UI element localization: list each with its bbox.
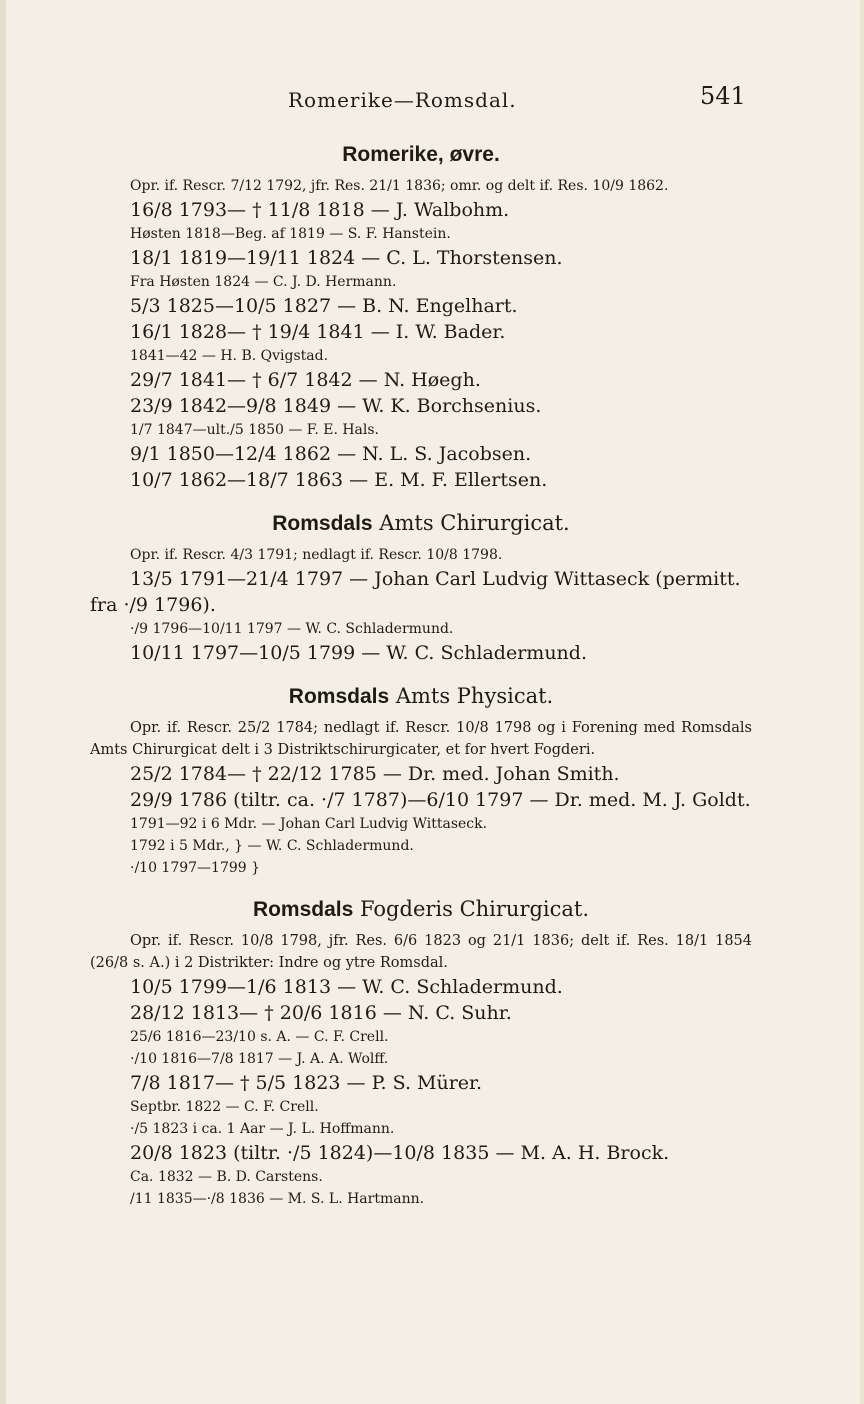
entry-line: Opr. if. Rescr. 4/3 1791; nedlagt if. Rescr. 10/8 1798. <box>130 547 503 563</box>
page-edge-left <box>0 0 6 1404</box>
section-gap <box>90 879 752 893</box>
section-gap <box>90 1210 752 1224</box>
section-title-bold: Romsdals <box>252 898 354 921</box>
entry-line: 1792 i 5 Mdr., } — W. C. Schladermund. <box>130 838 414 854</box>
section-title-rest: Amts Chirurgicat. <box>372 511 570 535</box>
entry-line: 25/6 1816—23/10 s. A. — C. F. Crell. <box>130 1029 389 1045</box>
entry-line: 20/8 1823 (tiltr. ·/5 1824)—10/8 1835 — M. A. H. Brock. <box>130 1142 670 1164</box>
section-title <box>90 142 752 167</box>
entry-line: fra ·/9 1796). <box>90 594 216 616</box>
page-body <box>90 138 752 1224</box>
page-edge-right <box>860 0 864 1404</box>
entry-line: 25/2 1784— † 22/12 1785 — Dr. med. Johan Smith. <box>130 763 620 785</box>
entry-line: 29/9 1786 (tiltr. ca. ·/7 1787)—6/10 1797 — Dr. med. M. J. Goldt. <box>130 789 751 811</box>
entry-line: ·/10 1797—1799 } <box>130 860 261 876</box>
entry-line: 23/9 1842—9/8 1849 — W. K. Borchsenius. <box>130 395 542 417</box>
section-paragraph: Opr. if. Rescr. 10/8 1798, jfr. Res. 6/6 1823 og 21/1 1836; delt if. Res. 18/1 1854 (26/8 s. A.) i 2 Distrikter: Indre og ytre Romsdal. <box>90 933 752 971</box>
entry-line: 7/8 1817— † 5/5 1823 — P. S. Mürer. <box>130 1072 483 1094</box>
section-gap <box>90 493 752 507</box>
entry-line: 16/1 1828— † 19/4 1841 — I. W. Bader. <box>130 321 506 343</box>
section-title-bold: Romsdals <box>272 512 373 535</box>
entry-line: Ca. 1832 — B. D. Carstens. <box>130 1169 323 1185</box>
entry-line: 1791—92 i 6 Mdr. — Johan Carl Ludvig Wittaseck. <box>130 816 488 832</box>
entry-line: 29/7 1841— † 6/7 1842 — N. Høegh. <box>130 369 481 391</box>
entry-line: 16/8 1793— † 11/8 1818 — J. Walbohm. <box>130 199 510 221</box>
running-head: Romerike—Romsdal. <box>288 88 517 112</box>
entry-line: 1841—42 — H. B. Qvigstad. <box>130 348 329 364</box>
entry-line: 18/1 1819—19/11 1824 — C. L. Thorstensen. <box>130 247 563 269</box>
entry-line: ·/5 1823 i ca. 1 Aar — J. L. Hoffmann. <box>130 1121 395 1137</box>
page-header <box>0 82 864 122</box>
section-gap <box>90 666 752 680</box>
section-title-bold: Romsdals <box>288 685 390 708</box>
section-title-rest: Amts Physicat. <box>389 684 554 708</box>
entry-line: Høsten 1818—Beg. af 1819 — S. F. Hanstein. <box>130 226 451 242</box>
section-title <box>90 897 752 922</box>
page-number: 541 <box>700 82 746 110</box>
entry-line: 28/12 1813— † 20/6 1816 — N. C. Suhr. <box>130 1002 512 1024</box>
entry-line: 1/7 1847—ult./5 1850 — F. E. Hals. <box>130 422 380 438</box>
entry-line: 5/3 1825—10/5 1827 — B. N. Engelhart. <box>130 295 518 317</box>
entry-line: 10/7 1862—18/7 1863 — E. M. F. Ellertsen. <box>130 469 548 491</box>
entry-line: 13/5 1791—21/4 1797 — Johan Carl Ludvig Wittaseck (permitt. <box>130 568 741 590</box>
entry-line: Opr. if. Rescr. 7/12 1792, jfr. Res. 21/1 1836; omr. og delt if. Res. 10/9 1862. <box>130 178 669 194</box>
section-title <box>90 684 752 709</box>
entry-line: ·/10 1816—7/8 1817 — J. A. A. Wolff. <box>130 1051 389 1067</box>
entry-line: /11 1835—·/8 1836 — M. S. L. Hartmann. <box>130 1191 425 1207</box>
section-paragraph: Opr. if. Rescr. 25/2 1784; nedlagt if. Rescr. 10/8 1798 og i Forening med Romsdals Amts Chirurgicat delt i 3 Distriktschirurgicater, et for hvert Fogderi. <box>90 720 752 758</box>
entry-line: 9/1 1850—12/4 1862 — N. L. S. Jacobsen. <box>130 443 532 465</box>
entry-line: Septbr. 1822 — C. F. Crell. <box>130 1099 319 1115</box>
section-title <box>90 511 752 536</box>
section-title-bold: Romerike, øvre. <box>342 143 500 166</box>
entry-line: Fra Høsten 1824 — C. J. D. Hermann. <box>130 274 397 290</box>
entry-line: 10/11 1797—10/5 1799 — W. C. Schladermund. <box>130 642 587 664</box>
entry-line: 10/5 1799—1/6 1813 — W. C. Schladermund. <box>130 976 563 998</box>
entry-line: ·/9 1796—10/11 1797 — W. C. Schladermund. <box>130 621 454 637</box>
section-title-rest: Fogderis Chirurgicat. <box>353 897 590 921</box>
